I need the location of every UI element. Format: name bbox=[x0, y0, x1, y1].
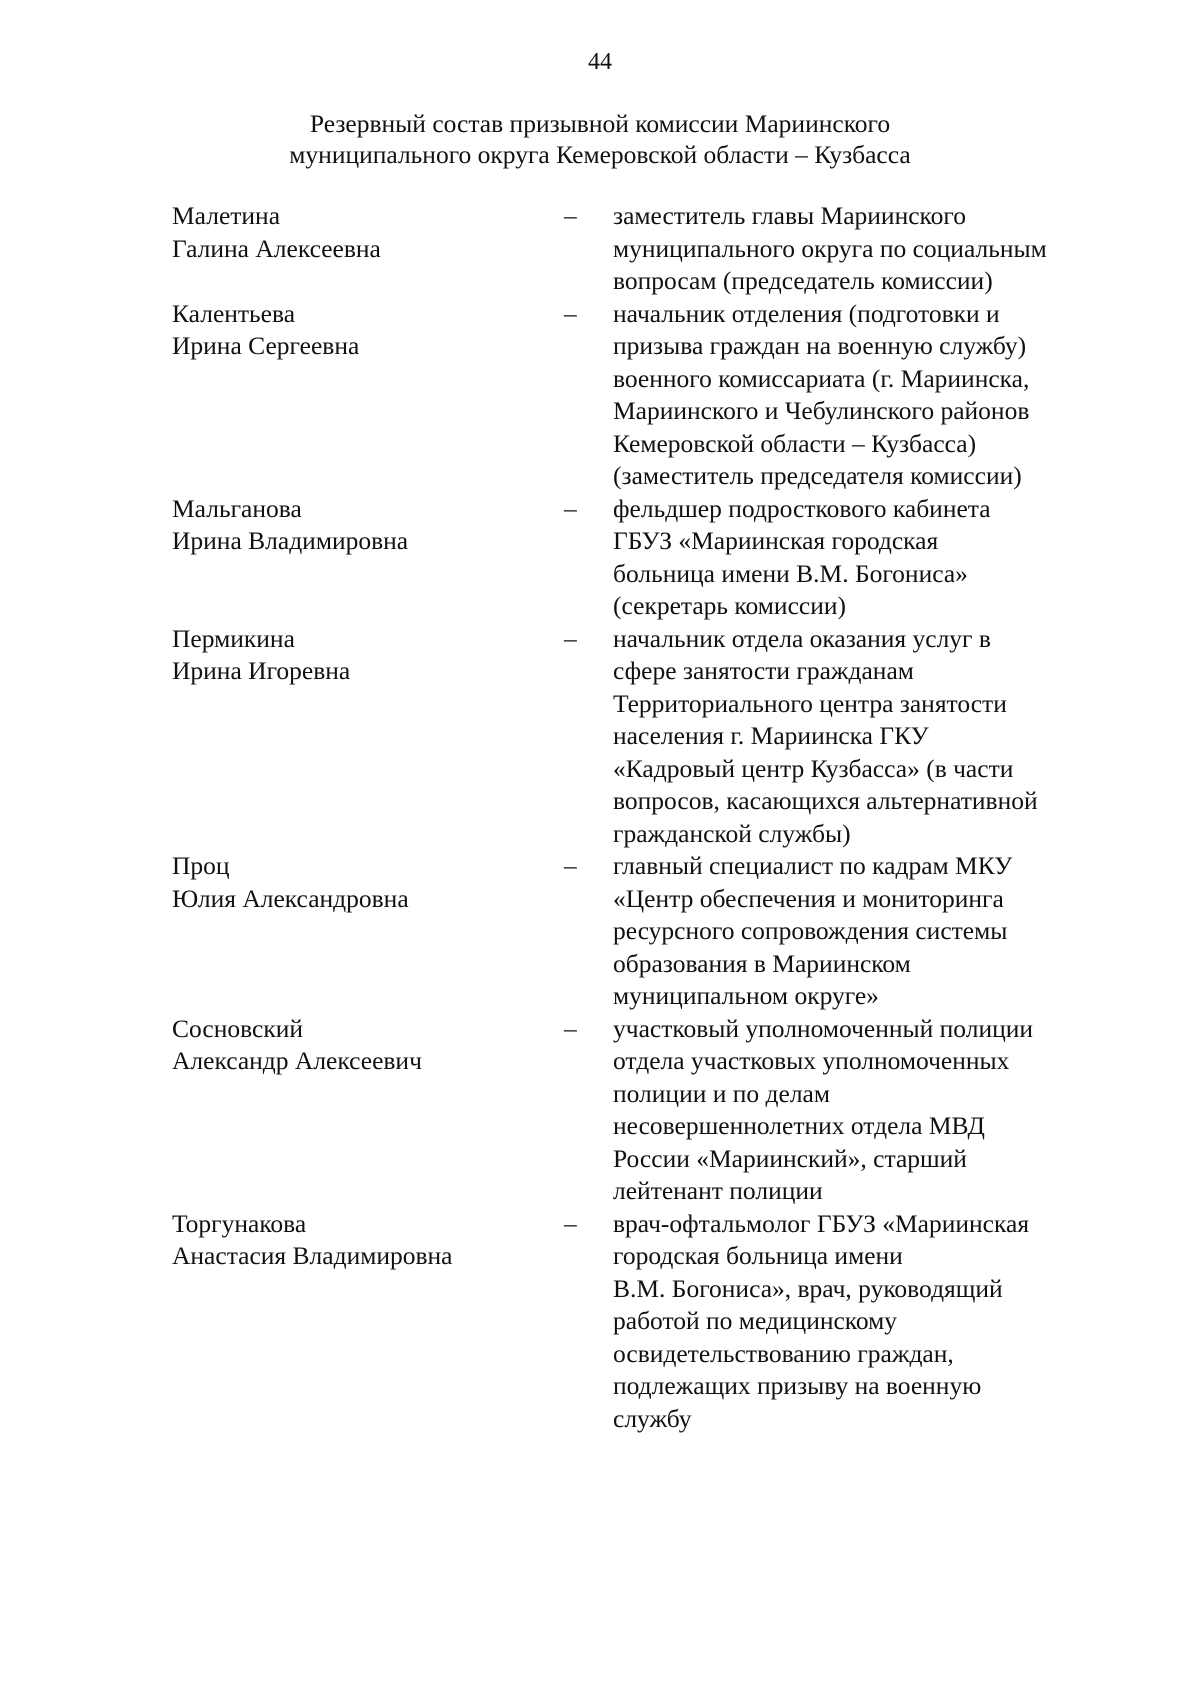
member-row bbox=[172, 850, 1122, 1013]
role-line: населения г. Мариинска ГКУ bbox=[613, 721, 929, 750]
role-line: начальник отдела оказания услуг в bbox=[613, 623, 991, 653]
member-row bbox=[172, 200, 1122, 298]
member-surname: Малетина bbox=[172, 201, 281, 230]
member-given-names: Анастасия Владимировна bbox=[172, 1241, 453, 1270]
role-line: сфере занятости гражданам bbox=[613, 656, 914, 685]
role-line: начальник отделения (подготовки и bbox=[613, 298, 1000, 328]
member-row bbox=[172, 1208, 1122, 1436]
member-given-names: Ирина Владимировна bbox=[172, 526, 409, 555]
member-given-names: Галина Алексеевна bbox=[172, 233, 381, 263]
role-line: В.М. Богониса», врач, руководящий bbox=[613, 1273, 1003, 1303]
member-role bbox=[613, 493, 1122, 623]
role-line: Территориального центра занятости bbox=[613, 688, 1007, 718]
role-line: больница имени В.М. Богониса» bbox=[613, 558, 968, 588]
dash-separator: – bbox=[564, 298, 577, 328]
member-name bbox=[172, 493, 564, 558]
role-line: отдела участковых уполномоченных bbox=[613, 1046, 1010, 1075]
role-line: военного комиссариата (г. Мариинска, bbox=[613, 363, 1030, 393]
member-role bbox=[613, 298, 1122, 493]
member-row bbox=[172, 493, 1122, 623]
member-given-names: Юлия Александровна bbox=[172, 883, 409, 913]
role-line: России «Мариинский», старший bbox=[613, 1143, 967, 1173]
dash-separator: – bbox=[564, 851, 577, 880]
role-line: заместитель главы Мариинского bbox=[613, 201, 966, 230]
role-line: ресурсного сопровождения системы bbox=[613, 916, 1008, 945]
document-title bbox=[0, 108, 1200, 170]
member-name bbox=[172, 850, 564, 915]
member-name bbox=[172, 200, 564, 265]
role-line: вопросов, касающихся альтернативной bbox=[613, 786, 1038, 815]
role-line: работой по медицинскому bbox=[613, 1306, 898, 1335]
role-line: лейтенант полиции bbox=[613, 1176, 823, 1205]
dash-separator: – bbox=[564, 623, 577, 653]
member-role bbox=[613, 200, 1122, 298]
member-role bbox=[613, 1013, 1122, 1208]
member-surname: Калентьева bbox=[172, 298, 296, 328]
page-number: 44 bbox=[588, 49, 612, 75]
role-line: врач-офтальмолог ГБУЗ «Мариинская bbox=[613, 1208, 1030, 1238]
role-line: главный специалист по кадрам МКУ bbox=[613, 851, 1013, 880]
member-name bbox=[172, 1013, 564, 1078]
member-row bbox=[172, 623, 1122, 851]
member-surname: Сосновский bbox=[172, 1013, 303, 1043]
member-given-names: Александр Алексеевич bbox=[172, 1046, 422, 1075]
role-line: службу bbox=[613, 1403, 692, 1433]
member-name bbox=[172, 623, 564, 688]
dash-separator: – bbox=[564, 493, 577, 523]
role-line: Кемеровской области – Кузбасса) bbox=[613, 428, 977, 458]
role-line: гражданской службы) bbox=[613, 818, 851, 848]
title-line: муниципального округа Кемеровской области – Кузбасса bbox=[289, 140, 911, 169]
role-line: «Кадровый центр Кузбасса» (в части bbox=[613, 753, 1014, 783]
role-line: участковый уполномоченный полиции bbox=[613, 1013, 1034, 1043]
member-list bbox=[172, 200, 1122, 1435]
member-surname: Проц bbox=[172, 851, 230, 880]
dash-separator: – bbox=[564, 1013, 577, 1043]
role-line: (секретарь комиссии) bbox=[613, 591, 846, 620]
role-line: вопросам (председатель комиссии) bbox=[613, 266, 993, 295]
member-role bbox=[613, 623, 1122, 851]
member-row bbox=[172, 1013, 1122, 1208]
member-given-names: Ирина Игоревна bbox=[172, 656, 351, 685]
title-line: Резервный состав призывной комиссии Мариинского bbox=[309, 109, 891, 138]
member-role bbox=[613, 850, 1122, 1013]
member-row bbox=[172, 298, 1122, 493]
member-surname: Торгунакова bbox=[172, 1208, 307, 1238]
member-surname: Мальганова bbox=[172, 493, 302, 523]
role-line: призыва граждан на военную службу) bbox=[613, 331, 1027, 360]
role-line: подлежащих призыву на военную bbox=[613, 1371, 982, 1400]
role-line: муниципального округа по социальным bbox=[613, 233, 1047, 263]
member-role bbox=[613, 1208, 1122, 1436]
role-line: фельдшер подросткового кабинета bbox=[613, 493, 991, 523]
dash-separator: – bbox=[564, 1208, 577, 1238]
member-name bbox=[172, 298, 564, 363]
member-name bbox=[172, 1208, 564, 1273]
role-line: полиции и по делам bbox=[613, 1078, 831, 1108]
role-line: муниципальном округе» bbox=[613, 981, 879, 1010]
role-line: городская больница имени bbox=[613, 1241, 903, 1270]
role-line: «Центр обеспечения и мониторинга bbox=[613, 883, 1004, 913]
role-line: несовершеннолетних отдела МВД bbox=[613, 1111, 985, 1140]
dash-separator: – bbox=[564, 201, 577, 230]
role-line: освидетельствованию граждан, bbox=[613, 1338, 954, 1368]
role-line: образования в Мариинском bbox=[613, 948, 911, 978]
role-line: ГБУЗ «Мариинская городская bbox=[613, 526, 939, 555]
role-line: (заместитель председателя комиссии) bbox=[613, 461, 1022, 490]
member-surname: Пермикина bbox=[172, 623, 295, 653]
role-line: Мариинского и Чебулинского районов bbox=[613, 396, 1030, 425]
member-given-names: Ирина Сергеевна bbox=[172, 331, 360, 360]
